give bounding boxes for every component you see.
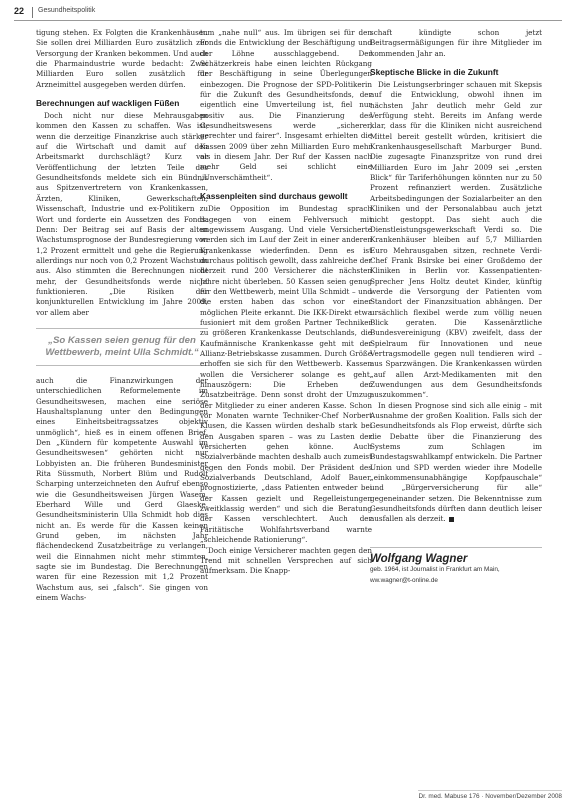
- paragraph: tigung stehen. Ex Folgten die Krankenhäuser. Sie sollen drei Milliarden Euro zusätzlich zur Versorgung der Kranken bekommen. Und auch die Pharmaindustrie wurde bedacht: Zwei Milliarden Euro sollen zusätzlich für Arzneimittel ausgegeben werden dürfen.: [36, 28, 208, 89]
- paragraph-text: In diesen Prognose sind sich alle einig – mit Ausnahme der großen Koalition. Falls sich der Gesundheitsfonds als Flop erweist, dürfte sich die Debatte über die Finanzierung des Systems zum Schlagen im Bundestagswahlkampf entwickeln. Die Partner Union und SPD werden wieder ihre Modelle „einkommensunabhängige Kopfpauschale“ und „Bürgerversicherung für alle“ gegeneinander setzen. Die Bekenntnisse zum Gesundheitsfonds dürften dann deutlich leiser ausfallen als derzeit.: [370, 400, 542, 524]
- author-bio: geb. 1964, ist Journalist in Frankfurt am Main,: [370, 566, 500, 574]
- paragraph: tum „nahe null“ aus. Im übrigen sei für den Fonds die Entwicklung der Beschäftigung und der Löhne ausschlaggebend. Der Schätzerkreis habe einen leichten Rückgang der Beschäftigung in seine Überlegungen einbezogen. Die Prognose der SPD-Politikerin für die Zukunft des Gesundheitsfonds, der eigentlich eine Umverteilung ist, fiel nur positiv aus. Die Finanzierung des Gesundheitswesens werde „sicherer, gerechter und fairer“. Insgesamt erhielten die Kassen 2009 über zehn Milliarden Euro mehr als in diesem Jahr. Der Ruf der Kassen nach mehr Geld sei schlicht eine „Unverschämtheit“.: [200, 28, 372, 182]
- section-title: Gesundheitspolitik: [38, 7, 96, 14]
- pull-quote: „So Kassen seien genug für den Wettbewerb, meint Ulla Schmidt.“: [36, 328, 208, 366]
- subheading: Kassenpleiten sind durchaus gewollt: [200, 191, 348, 202]
- page-footer: Dr. med. Mabuse 176 · November/Dezember 2008: [418, 790, 562, 800]
- header-divider: [32, 7, 33, 18]
- header-rule: [14, 20, 562, 21]
- end-of-article-mark: [449, 517, 454, 522]
- author-email: ww.wagner@t-online.de: [370, 576, 438, 584]
- paragraph: auch die Finanzwirkungen der unterschiedlichen Reformelemente im Gesundheitswesen, machen eine seriöse Haushaltsplanung unter den Bedingungen eines Einheitsbeitragssatzes objektiv unmöglich“, hieß es in einem offenen Brief. Den „Kündern für kompetente Auswahl im Gesundheitswesen“ gehörten nicht nur Lobbyisten an. Die früheren Bundesminister Rita Süssmuth, Norbert Blüm und Rudolf Scharping unterzeichneten den Aufruf ebenso wie die Gesundheitsweisen Jürgen Wasem, Eberhard Wille und Gerd Glaeske. Gesundheitsministerin Ulla Schmidt hob dies nicht an. Es werde für die Kassen keinen Grund geben, im nächsten Jahr flächendeckend Zusatzbeiträge zu verlangen, weil die Einnahmen nicht mehr stimmten, sagte sie im Bundestag. Die Berechnungen waren für eine Rezession mit 1,2 Prozent Wachstum aus, sei „falsch“. Sie gingen von einem Wachs-: [36, 375, 208, 603]
- author-box: [370, 547, 542, 586]
- paragraph: Die Opposition im Bundestag sprach dagegen von einem Fehlversuch mit ungewissem Ausgang. Und viele Versicherte werden sich im Lauf der Zeit in einer anderen Krankenkasse wiederfinden. Denn es ist durchaus politisch gewollt, dass zahlreiche der derzeit rund 200 Versicherer die nächsten Jahre nicht überleben. 50 Kassen seien genug für den Wettbewerb, meint Ulla Schmidt – und die ersten haben das schon vor einer möglichen Pleite erkannt. Die IKK-Direkt etwa fusioniert mit dem großen Partner Techniker zu größeren Krankenkasse Deutschlands, die Kaufmännische Krankenkasse geht mit der Allianz-Betriebskasse zusammen. Durch Größe erhoffen sie sich für den Wettbewerb. Kassen wollen die Versicherer solange es geht, hinauszögern: Die Erheben der Zusatzbeiträge. Denn sonst droht der Umzug der Mitglieder zu einer anderen Kasse. Schon vor Monaten warnte Techniker-Chef Norbert Klusen, die Kassen würden deshalb stark bei den Ausgaben sparen – was zu Lasten der Versicherten gehen könne. Auch Sozialverbände machten deshalb auch zumeist gegen den Fonds mobil. Der Präsident des Sozialverbands Deutschland, Adolf Bauer, prognostizierte, „dass Patienten entweder bei der Kassen gezielt und Regelleistungen zweitklassig werden“ und sich die Beratung der Kassen verschlechtert. Auch der Paritätische Wohlfahrtsverband warnte „schleichende Rationierung“.: [200, 204, 372, 545]
- paragraph: Doch nicht nur diese Mehrausgaben kommen den Kassen zu schaffen. Was ist, wenn die derzeitige Finanzkrise auch stärker auf die Wirtschaft und damit auf den Arbeitsmarkt durchschlägt? Kurz vor Veröffentlichung der letzten Teile des Gesundheitsfonds meldete sich ein Bündnis aus Spitzenvertretern von Krankenkassen, Ärzten, Kliniken, Gewerkschaften, Wissenschaft, Industrie und ex-Politikern zu Wort und forderte ein Aussetzen des Fonds. Denn: Der Beitrag sei auf Basis der alten Wachstumsprognose der Bundesregierung von 1,2 Prozent ermittelt und gehe die Regierung allerdings nur noch von 0,2 Prozent Wachstum aus. Also stimmten die Berechnungen nicht mehr, der Gesundheitsfonds werde nicht funktionieren. „Die Risiken der konjunkturellen Entwicklung im Jahre 2009, vor allem aber: [36, 111, 208, 317]
- column-1: [36, 28, 208, 604]
- paragraph: Die Leistungserbringer schauen mit Skepsis auf die Entwicklung, obwohl ihnen im nächsten Jahr deutlich mehr Geld zur Verfügung steht. Bereits im Anfang werde klar, dass für die Kliniken nicht ausreichend Mittel bereit gestellt würden, kritisiert die Krankenhausgesellschaft Marburger Bund. Die zugesagte Finanzspritze von rund drei Milliarden Euro im Jahr 2009 sei „ersten Blick“ für Tariferhöhungen könnten nur zu 50 Prozent refinanziert werden. Zusätzliche Arbeitsbedingungen der Sozialarbeiter an den Kliniken und der Personalabbau auch jetzt nicht gestoppt. Das sieht auch die Dienstleistungsgewerkschaft Verdi so. Die Krankenhäuser bleiben auf 5,7 Milliarden Euro Mehrausgaben sitzen, rechnete Verdi-Chef Frank Bsirske bei einer Großdemo der Kliniken in Berlin vor. Kassenpatienten-Sprecher Jens Holtz deutet Kinder, künftig werde die Versorgung der Patienten vom Standort der Finanzsituation abhängen. Der ursächlich flexibel werde zum völlig neuen Blick geraten. Die Kassenärztliche Bundesvereinigung (KBV) zweifelt, dass der Spielraum für Innovationen und neue Vertragsmodelle gegen null tendieren wird – aus Sparzwängen. Die Krankenkassen würden „auf allen Arzt-Medikamenten mit den Zuwendungen aus dem Gesundheitsfonds auszukommen“.: [370, 80, 542, 400]
- paragraph: [370, 401, 542, 525]
- paragraph: Doch einige Versicherer machten gegen den Trend mit schnellen Versprechen auf sich aufmerksam. Die Knapp-: [200, 545, 372, 576]
- author-name: Wolfgang Wagner: [370, 552, 468, 565]
- page-header: [14, 6, 562, 20]
- page-number: 22: [14, 6, 25, 16]
- subheading: Berechnungen auf wackligen Füßen: [36, 98, 180, 109]
- subheading: Skeptische Blicke in die Zukunft: [370, 67, 499, 78]
- column-2: [200, 28, 372, 577]
- paragraph: schaft kündigte schon jetzt Beitragsermäßigungen für ihre Mitglieder im kommenden Jahr an.: [370, 28, 542, 58]
- column-3: [370, 28, 542, 585]
